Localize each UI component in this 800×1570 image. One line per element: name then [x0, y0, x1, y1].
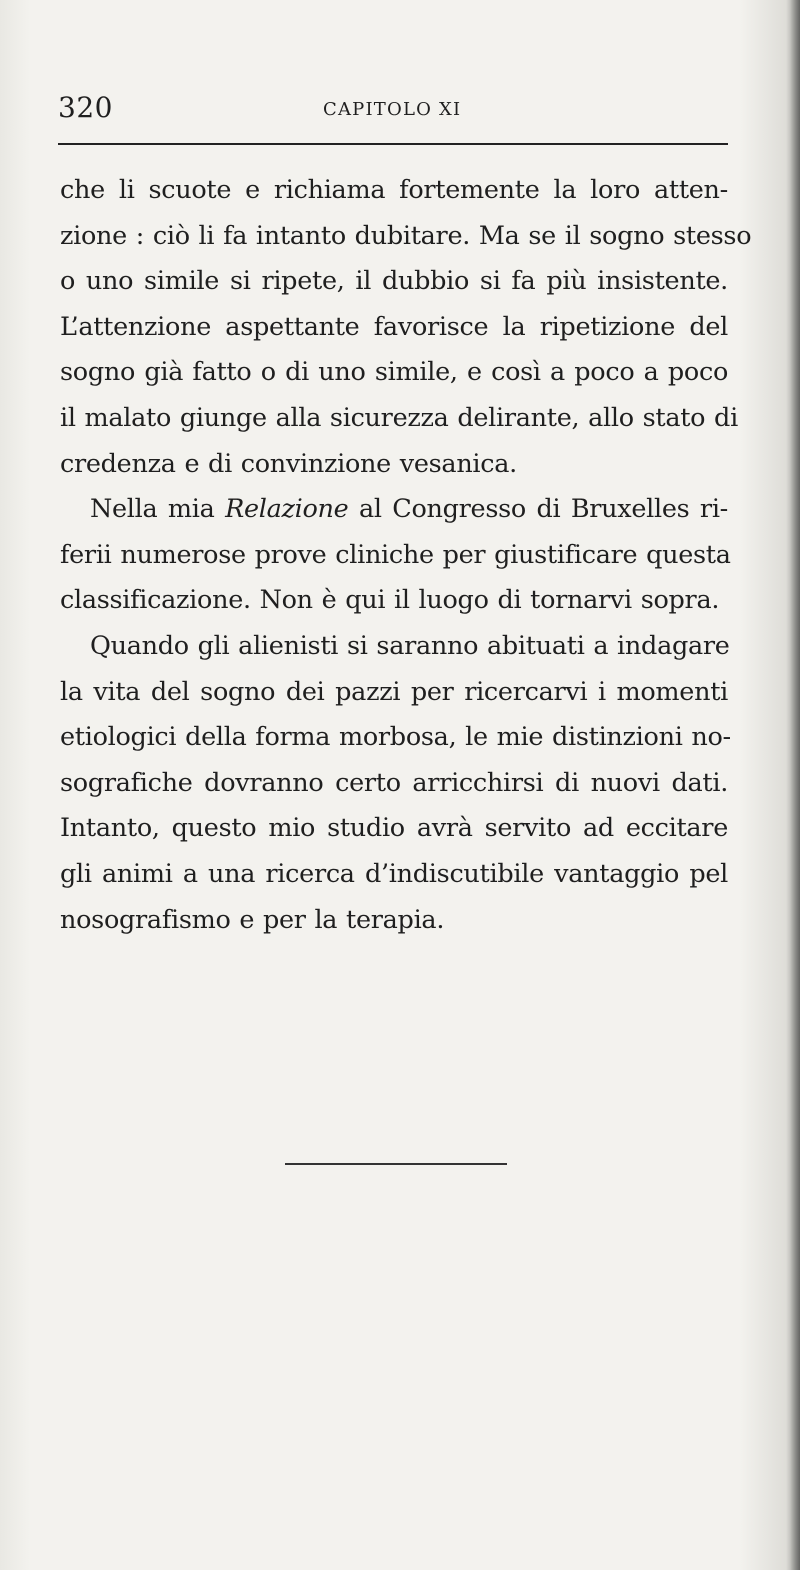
text-line: nosografismo e per la terapia. — [60, 904, 445, 935]
page-number: 320 — [58, 91, 113, 124]
body-text — [60, 168, 752, 943]
text-line: Intanto, questo mio studio avrà servito ad eccitare — [60, 813, 728, 844]
text-line: che li scuote e richiama fortemente la loro atten- — [60, 175, 728, 205]
text-line: classificazione. Non è qui il luogo di tornarvi sopra. — [60, 585, 720, 616]
header-rule — [58, 143, 728, 145]
page-edge-shadow — [786, 0, 800, 1570]
italic-title: Relazione — [225, 494, 349, 525]
text-line: credenza e di convinzione vesanica. — [60, 448, 517, 479]
text-run: Nella mia — [90, 494, 226, 525]
text-line: il malato giunge alla sicurezza delirante, allo stato di — [60, 402, 738, 433]
text-line: sografiche dovranno certo arricchirsi di nuovi dati. — [60, 767, 728, 798]
text-line: etiologici della forma morbosa, le mie distinzioni no- — [60, 722, 731, 753]
text-line: Quando gli alienisti si saranno abituati a indagare — [90, 630, 730, 661]
text-line: zione : ciò li fa intanto dubitare. Ma se il sogno stesso — [60, 220, 752, 251]
text-line: o uno simile si ripete, il dubbio si fa più insistente. — [60, 266, 728, 297]
chapter-end-rule — [285, 1163, 507, 1165]
text-line: L’attenzione aspettante favorisce la ripetizione del — [60, 311, 728, 342]
text-line: ferii numerose prove cliniche per giustificare questa — [60, 539, 731, 570]
text-line: la vita del sogno dei pazzi per ricercarvi i momenti — [60, 676, 728, 707]
text-line — [60, 487, 728, 533]
text-run: al Congresso di Bruxelles ri- — [348, 494, 728, 525]
page-header — [58, 88, 728, 128]
text-line: sogno già fatto o di uno simile, e così a poco a poco — [60, 357, 728, 388]
running-head: CAPITOLO XI — [323, 99, 462, 120]
text-line: gli animi a una ricerca d’indiscutibile vantaggio pel — [60, 858, 728, 889]
